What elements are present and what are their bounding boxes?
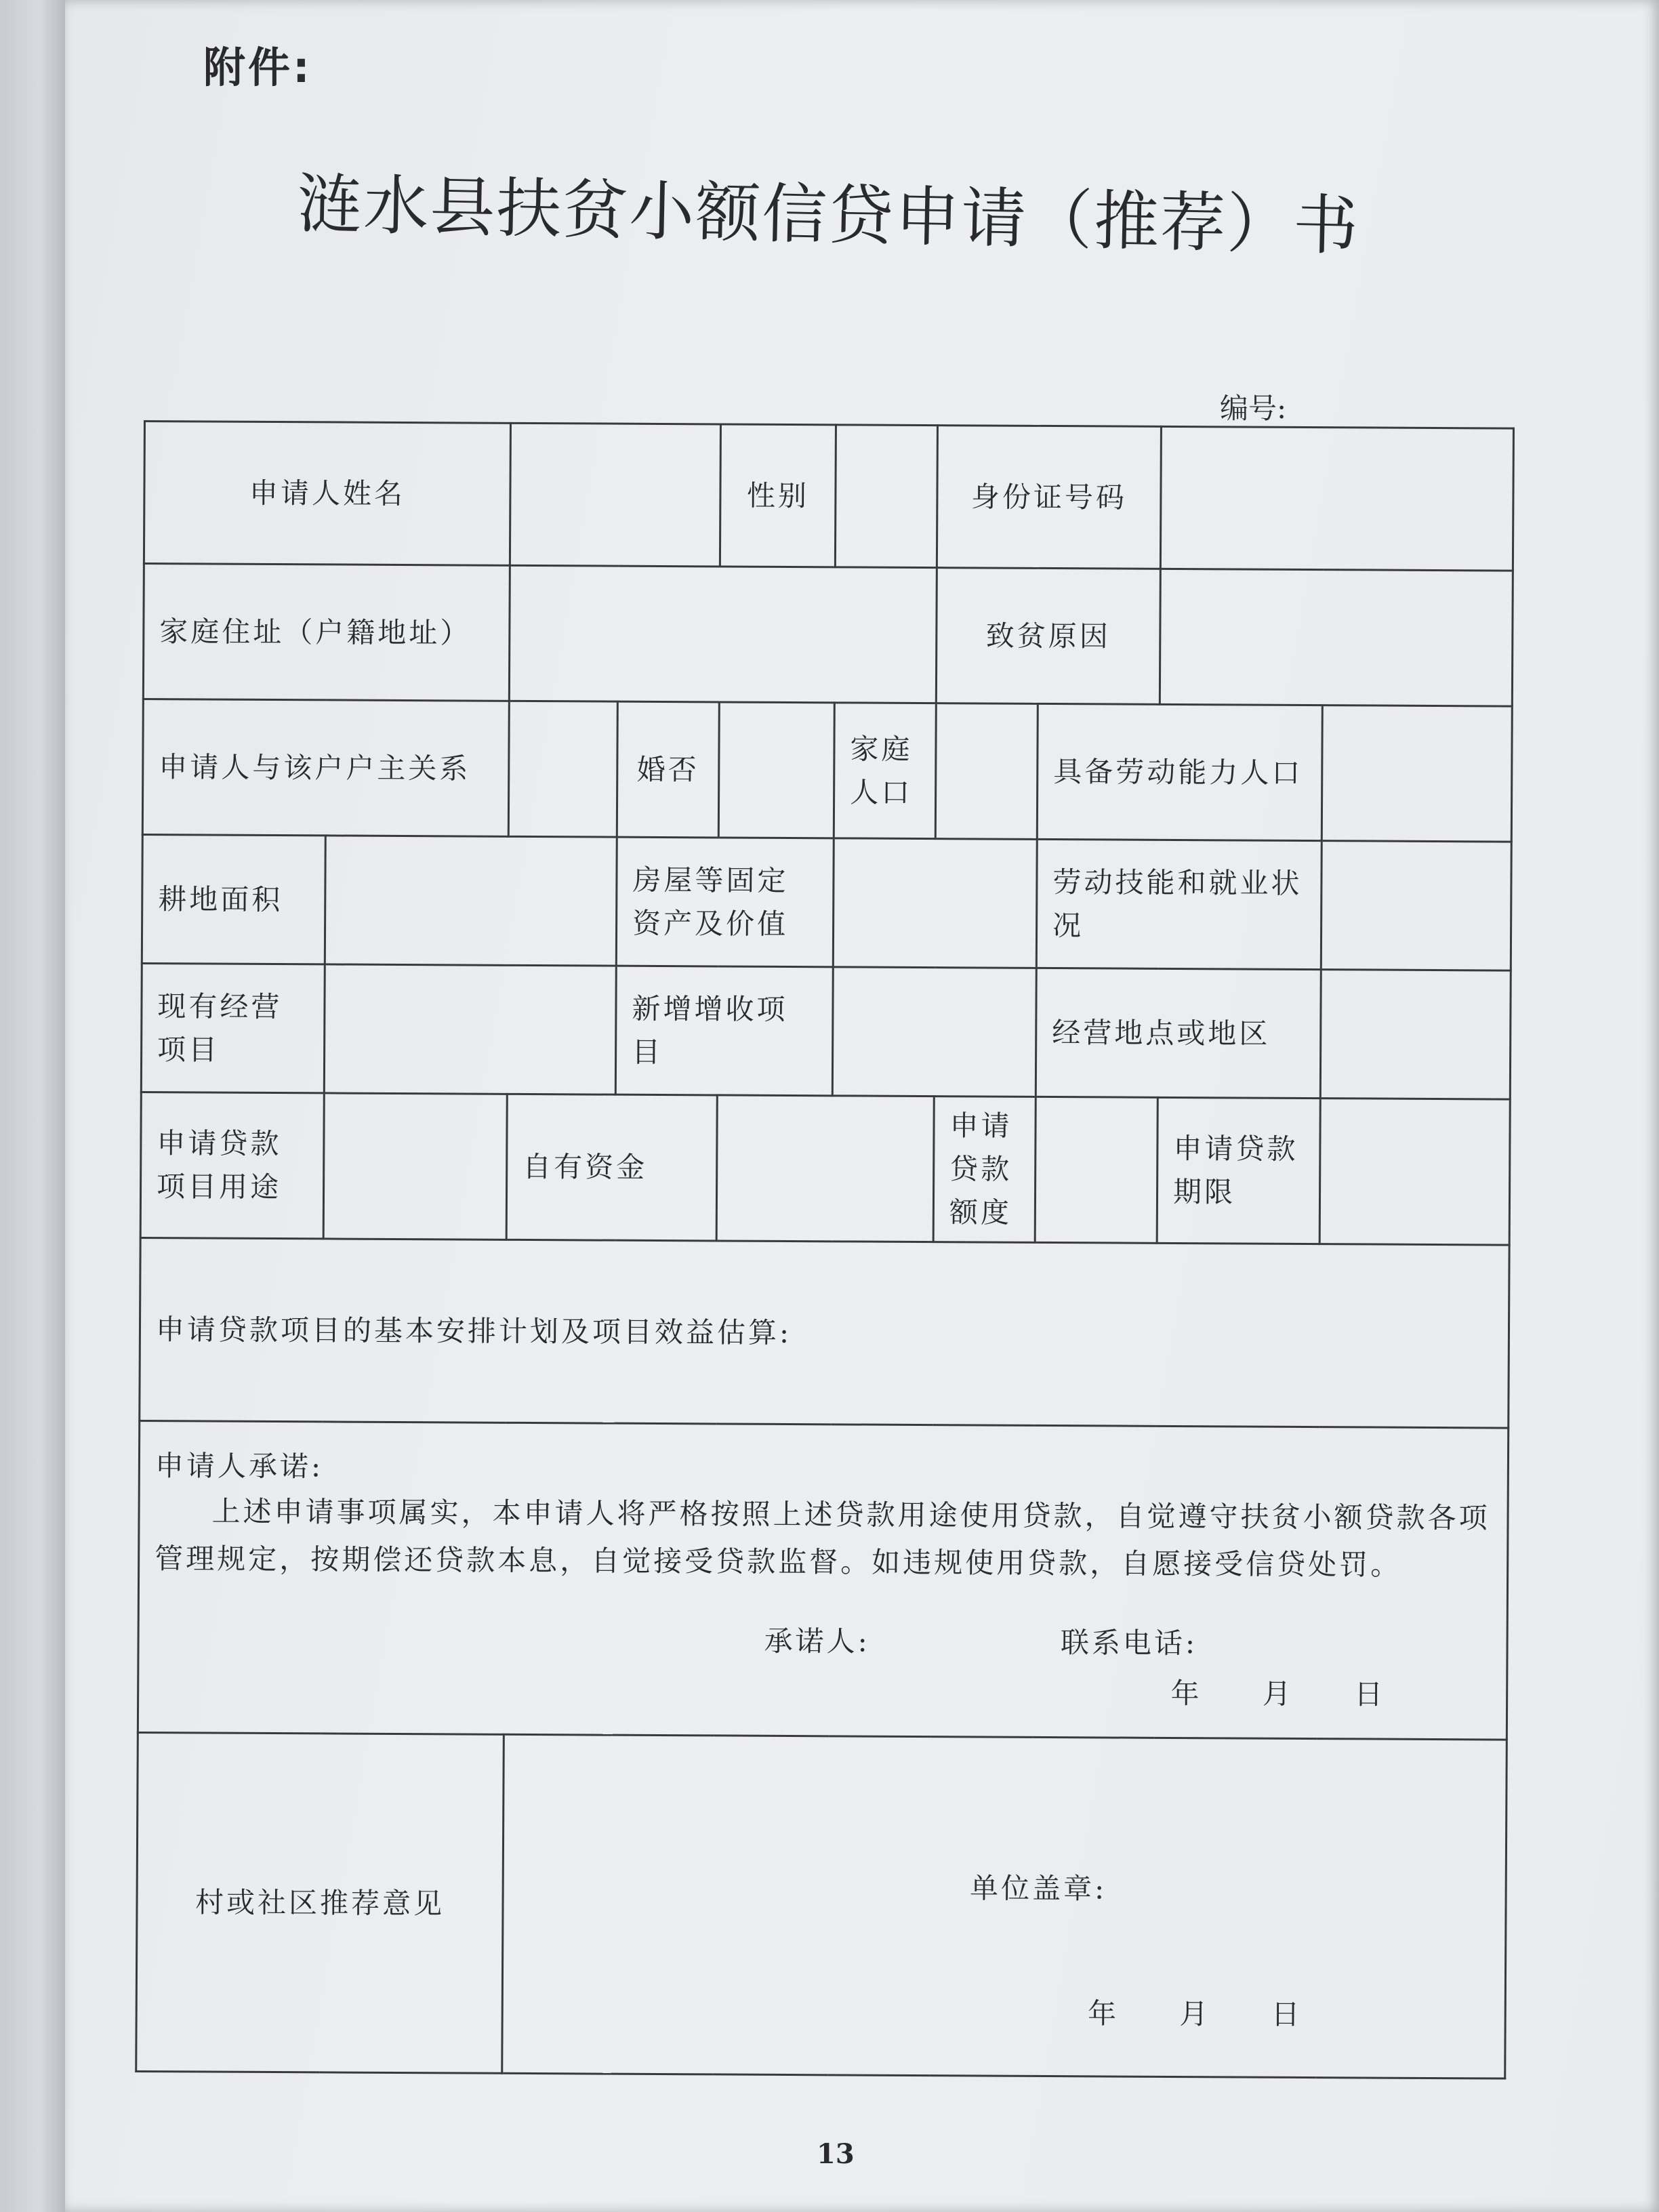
gender-label: 性别 [720, 424, 836, 567]
applicant-name-field[interactable] [510, 423, 720, 567]
household-size-label: 家庭人口 [834, 703, 936, 839]
relation-field[interactable] [508, 701, 617, 837]
pledge-body: 上述申请事项属实，本申请人将严格按照上述贷款用途使用贷款，自觉遵守扶贫小额贷款各项管理规定，按期偿还贷款本息，自觉接受贷款监督。如违规使用贷款，自愿接受信贷处罚。 [155, 1494, 1490, 1582]
own-funds-label: 自有资金 [506, 1094, 717, 1241]
poverty-cause-field[interactable] [1160, 569, 1513, 706]
page-number: 13 [817, 2138, 855, 2170]
new-project-field[interactable] [832, 967, 1036, 1097]
marital-label: 婚否 [617, 701, 719, 838]
labor-capable-field[interactable] [1322, 705, 1512, 842]
form-row-loan [140, 1092, 1510, 1245]
address-field[interactable] [509, 565, 937, 703]
form-row-plan [140, 1237, 1509, 1428]
pledge-heading: 申请人承诺: [155, 1448, 324, 1483]
loan-purpose-field[interactable] [323, 1093, 507, 1240]
recommend-label: 村或社区推荐意见 [136, 1732, 504, 2073]
attachment-label: 附件: [203, 43, 312, 92]
form-row-pledge [138, 1420, 1508, 1740]
poverty-cause-label: 致贫原因 [936, 568, 1160, 705]
page-title: 涟水县扶贫小额信贷申请（推荐）书 [296, 165, 1361, 264]
address-label: 家庭住址（户籍地址） [143, 564, 510, 701]
location-field[interactable] [1320, 970, 1511, 1099]
skills-employment-field[interactable] [1321, 841, 1511, 970]
own-funds-field[interactable] [716, 1095, 934, 1242]
serial-number-label: 编号: [1220, 392, 1287, 425]
loan-amount-field[interactable] [1035, 1097, 1158, 1243]
recommend-date: 年 月 日 [1087, 1996, 1327, 2031]
labor-capable-label: 具备劳动能力人口 [1037, 703, 1322, 840]
household-size-field[interactable] [935, 703, 1038, 840]
form-row-household [142, 699, 1512, 842]
id-number-label: 身份证号码 [937, 426, 1161, 569]
pledge-cell [138, 1420, 1508, 1740]
loan-purpose-label: 申请贷款项目用途 [140, 1092, 324, 1238]
fixed-assets-label: 房屋等固定资产及价值 [616, 837, 834, 967]
pledge-signature-line [154, 1616, 1491, 1666]
applicant-name-label: 申请人姓名 [144, 422, 510, 566]
plan-cell[interactable] [140, 1237, 1509, 1428]
form-row-applicant [144, 422, 1513, 571]
pledge-date: 年 月 日 [1170, 1676, 1410, 1711]
loan-amount-label: 申请贷款额度 [933, 1097, 1036, 1243]
farmland-field[interactable] [325, 836, 617, 966]
current-project-label: 现有经营项目 [141, 963, 325, 1092]
marital-field[interactable] [718, 702, 834, 838]
new-project-label: 新增增收项目 [615, 966, 833, 1096]
signer-label: 承诺人: [764, 1624, 870, 1658]
location-label: 经营地点或地区 [1036, 968, 1321, 1098]
form-row-projects [141, 963, 1511, 1099]
recommend-field[interactable] [502, 1734, 1507, 2078]
form-row-address [143, 564, 1513, 707]
book-binding [0, 0, 65, 2212]
relation-label: 申请人与该户户主关系 [142, 699, 509, 837]
stamp-label: 单位盖章: [969, 1870, 1107, 1905]
id-number-field[interactable] [1160, 426, 1513, 571]
form-row-recommend [136, 1732, 1507, 2078]
loan-term-field[interactable] [1319, 1099, 1510, 1245]
plan-label: 申请贷款项目的基本安排计划及项目效益估算: [155, 1312, 792, 1349]
farmland-label: 耕地面积 [142, 834, 325, 964]
current-project-field[interactable] [324, 964, 616, 1094]
application-form-table [135, 420, 1515, 2080]
loan-term-label: 申请贷款期限 [1157, 1097, 1320, 1244]
gender-field[interactable] [835, 425, 937, 568]
fixed-assets-field[interactable] [833, 838, 1037, 968]
form-row-assets [142, 834, 1511, 970]
phone-label: 联系电话: [1060, 1625, 1198, 1660]
skills-employment-label: 劳动技能和就业状况 [1036, 839, 1322, 969]
